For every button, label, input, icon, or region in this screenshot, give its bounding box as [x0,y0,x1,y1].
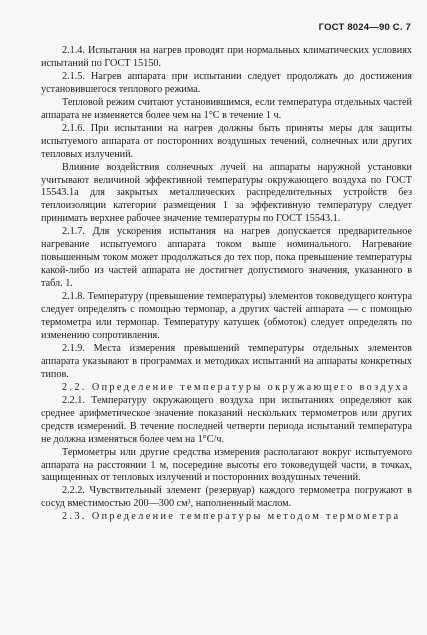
page-header: ГОСТ 8024—90 С. 7 [318,22,411,33]
paragraph-sun-influence: Влияние воздействия солнечных лучей на аппараты наружной установки учитывают величиной эффективной температуры окружающего воздуха по ГОСТ 15543.1а для закрытых металлических распределительных устройств без теплоизоляции категории размещения 1 за эффективную температуру следует принимать верхнее рабочее значение температуры по ГОСТ 15543.1. [41,161,412,225]
paragraph-2-1-5: 2.1.5. Нагрев аппарата при испытании следует продолжать до достижения установившегося теплового режима. [41,70,412,95]
paragraph-2-1-6: 2.1.6. При испытании на нагрев должны быть приняты меры для защиты испытуемого аппарата от посторонних воздушных течений, солнечных или других тепловых излучений. [41,122,412,160]
paragraph-thermometers: Термометры или другие средства измерения располагают вокруг испытуемого аппарата на расстоянии 1 м, посередине высоты его токоведущей части, в точках, защищенных от тепловых излучений и посторонних воздушных течений. [41,446,412,484]
paragraph-2-2-1: 2.2.1. Температуру окружающего воздуха при испытаниях определяют как среднее арифметическое значение показаний нескольких термометров или других средств измерений. В течение последней четверти периода испытаний температура не должна изменяться более чем на 1°С/ч. [41,394,412,445]
paragraph-2-1-8: 2.1.8. Температуру (превышение температуры) элементов токоведущего контура следует определять с помощью термопар, а других частей аппарата — с помощью термометра или термопар. Температуру катушек (обмоток) следует определять по изменению сопротивления. [41,291,412,341]
section-heading-2-2: 2.2. Определение температуры окружающего воздуха [62,381,410,393]
paragraph-2-1-4: 2.1.4. Испытания на нагрев проводят при нормальных климатических условиях испытаний по ГОСТ 15150. [41,45,412,69]
paragraph-thermal-mode: Тепловой режим считают установившимся, если температура отдельных частей аппарата не изменяется более чем на 1°С в течение 1 ч. [41,96,412,121]
paragraph-2-2-2: 2.2.2. Чувствительный элемент (резервуар) каждого термометра погружают в сосуд вместимостью 200—300 см³, наполненный маслом. [41,485,412,510]
document-body [41,45,412,524]
paragraph-2-1-9: 2.1.9. Места измерения превышений температуры отдельных элементов аппарата указывают в программах и методиках испытаний на аппараты конкретных типов. [41,342,412,380]
section-heading-2-3: 2.3. Определение температуры методом термометра [62,511,401,523]
paragraph-2-1-7: 2.1.7. Для ускорения испытания на нагрев допускается предварительное нагревание испытуемого аппарата током выше номинального. Нагревание повышенным током может продолжаться до тех пор, пока превышение температуры какой-либо из частей аппарата не достигнет допустимого значения, указанного в табл. 1. [41,226,412,290]
